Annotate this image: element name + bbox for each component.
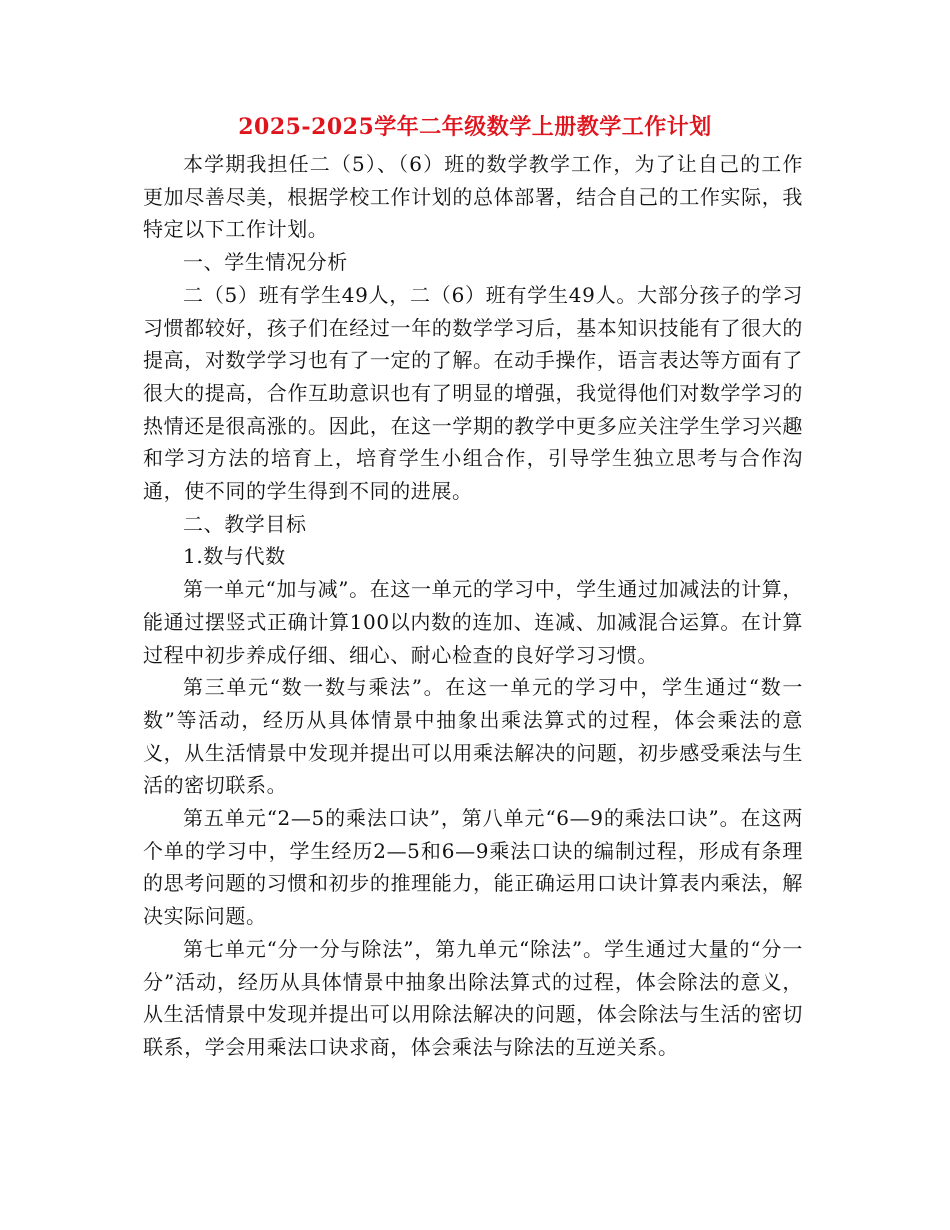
section-heading-teaching-goals: 二、教学目标	[183, 511, 307, 536]
document-body	[143, 148, 803, 1064]
section-heading-student-analysis: 一、学生情况分析	[183, 250, 348, 275]
paragraph-unit-3: 第三单元“数一数与乘法”。在这一单元的学习中，学生通过“数一数”等活动，经历从具体情景中抽象出乘法算式的过程，体会乘法的意义，从生活情景中发现并提出可以用乘法解决的问题，初步感受乘法与生活的密切联系。	[143, 675, 803, 798]
document-title: 2025-2025学年二年级数学上册教学工作计划	[238, 114, 712, 140]
paragraph-intro: 本学期我担任二（5）、（6）班的数学教学工作，为了让自己的工作更加尽善尽美，根据学校工作计划的总体部署，结合自己的工作实际，我特定以下工作计划。	[143, 152, 803, 242]
subheading-number-algebra: 1.数与代数	[183, 544, 286, 569]
paragraph-unit-5-8: 第五单元“2—5的乘法口诀”，第八单元“6—9的乘法口诀”。在这两个单的学习中，学生经历2—5和6—9乘法口诀的编制过程，形成有条理的思考问题的习惯和初步的推理能力，能正确运用口诀计算表内乘法，解决实际问题。	[143, 806, 803, 929]
paragraph-unit-1: 第一单元“加与减”。在这一单元的学习中，学生通过加减法的计算，能通过摆竖式正确计算100以内数的连加、连减、加减混合运算。在计算过程中初步养成仔细、细心、耐心检查的良好学习习惯。	[143, 577, 803, 667]
paragraph-unit-7-9: 第七单元“分一分与除法”，第九单元“除法”。学生通过大量的“分一分”活动，经历从具体情景中抽象出除法算式的过程，体会除法的意义，从生活情景中发现并提出可以用除法解决的问题，体会除法与生活的密切联系，学会用乘法口诀求商，体会乘法与除法的互逆关系。	[143, 936, 803, 1059]
paragraph-student-analysis: 二（5）班有学生49人，二（6）班有学生49人。大部分孩子的学习习惯都较好，孩子们在经过一年的数学学习后，基本知识技能有了很大的提高，对数学学习也有了一定的了解。在动手操作，语言表达等方面有了很大的提高，合作互助意识也有了明显的增强，我觉得他们对数学学习的热情还是很高涨的。因此，在这一学期的教学中更多应关注学生学习兴趣和学习方法的培育上，培育学生小组合作，引导学生独立思考与合作沟通，使不同的学生得到不同的进展。	[143, 282, 803, 504]
